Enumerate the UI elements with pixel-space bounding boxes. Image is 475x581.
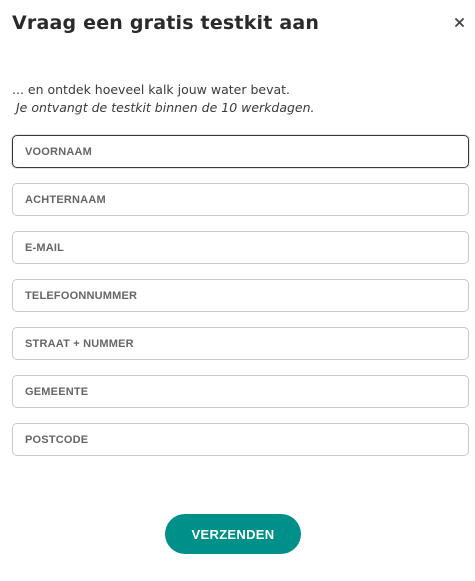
- email-input[interactable]: [12, 231, 469, 264]
- modal-title: Vraag een gratis testkit aan: [12, 12, 320, 34]
- municipality-input[interactable]: [12, 375, 469, 408]
- close-icon: [455, 18, 464, 27]
- last-name-input[interactable]: [12, 183, 469, 216]
- delivery-note: Je ontvangt de testkit binnen de 10 werkdagen.: [16, 100, 315, 115]
- submit-button[interactable]: VERZENDEN: [165, 514, 301, 554]
- first-name-input[interactable]: [12, 135, 469, 168]
- street-number-input[interactable]: [12, 327, 469, 360]
- postcode-input[interactable]: [12, 423, 469, 456]
- phone-input[interactable]: [12, 279, 469, 312]
- close-button[interactable]: [451, 14, 467, 30]
- intro-text: ... en ontdek hoeveel kalk jouw water bevat.: [12, 82, 291, 97]
